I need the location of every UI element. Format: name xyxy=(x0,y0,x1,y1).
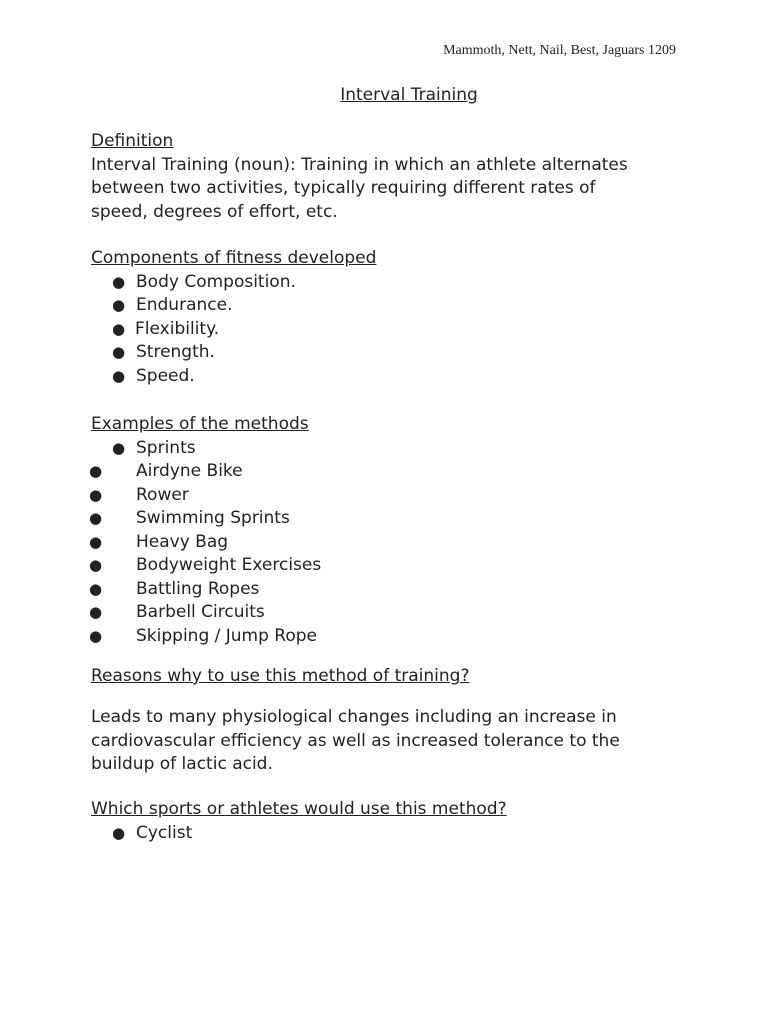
bullet-icon: ● xyxy=(89,579,103,598)
definition-heading: Definition xyxy=(91,131,174,151)
definition-line: between two activities, typically requiring different rates of xyxy=(91,178,596,198)
list-item-text: Cyclist xyxy=(136,822,193,843)
list-item xyxy=(91,460,691,484)
bullet-icon: ● xyxy=(112,366,126,385)
list-item-text: Endurance. xyxy=(136,295,233,315)
list-item xyxy=(91,531,691,555)
list-item xyxy=(91,271,691,295)
sports-heading: Which sports or athletes would use this method? xyxy=(91,799,507,819)
bullet-icon: ● xyxy=(112,823,126,842)
reasons-line: cardiovascular efficiency as well as increased tolerance to the xyxy=(91,730,620,751)
bullet-icon: ● xyxy=(112,296,126,314)
reasons-line: buildup of lactic acid. xyxy=(91,754,273,774)
sports-list xyxy=(91,822,691,846)
bullet-icon: ● xyxy=(112,343,126,361)
examples-list xyxy=(91,437,691,649)
document-title: Interval Training xyxy=(340,85,478,105)
list-item-text: Swimming Sprints xyxy=(136,508,290,528)
bullet-icon: ● xyxy=(112,319,126,338)
list-item-text: Body Composition. xyxy=(136,271,296,292)
components-heading: Components of fitness developed xyxy=(91,248,377,268)
bullet-icon: ● xyxy=(89,509,103,527)
list-item xyxy=(91,318,691,342)
bullet-icon: ● xyxy=(89,603,103,621)
sports-section xyxy=(91,798,691,845)
reasons-section xyxy=(91,665,691,689)
bullet-icon: ● xyxy=(89,532,103,551)
components-section xyxy=(91,247,691,388)
list-item xyxy=(91,484,691,508)
list-item xyxy=(91,507,691,531)
list-item xyxy=(91,822,691,846)
definition-line: Interval Training (noun): Training in which an athlete alternates xyxy=(91,154,628,175)
list-item xyxy=(91,294,691,318)
list-item xyxy=(91,341,691,365)
list-item-text: Rower xyxy=(136,484,189,505)
list-item xyxy=(91,625,691,649)
list-item-text: Heavy Bag xyxy=(136,531,229,552)
list-item xyxy=(91,554,691,578)
reasons-line: Leads to many physiological changes including an increase in xyxy=(91,707,617,727)
list-item-text: Sprints xyxy=(136,437,196,458)
list-item xyxy=(91,578,691,602)
bullet-icon: ● xyxy=(89,556,103,574)
list-item-text: Bodyweight Exercises xyxy=(136,555,322,575)
list-item-text: Barbell Circuits xyxy=(136,602,265,622)
bullet-icon: ● xyxy=(89,485,103,504)
reasons-heading: Reasons why to use this method of training? xyxy=(91,666,470,686)
list-item xyxy=(91,365,691,389)
list-item-text: Strength. xyxy=(136,342,215,362)
reasons-body xyxy=(91,706,691,777)
bullet-icon: ● xyxy=(112,272,126,291)
definition-line: speed, degrees of effort, etc. xyxy=(91,201,338,222)
bullet-icon: ● xyxy=(112,438,126,457)
list-item-text: Skipping / Jump Rope xyxy=(136,625,318,646)
list-item xyxy=(91,601,691,625)
list-item xyxy=(91,437,691,461)
definition-section xyxy=(91,130,691,224)
list-item-text: Airdyne Bike xyxy=(136,461,243,481)
components-list xyxy=(91,271,691,389)
list-item-text: Battling Ropes xyxy=(136,578,260,599)
list-item-text: Speed. xyxy=(136,365,195,386)
list-item-text: Flexibility. xyxy=(135,318,220,339)
bullet-icon: ● xyxy=(89,462,103,480)
header-authors: Mammoth, Nett, Nail, Best, Jaguars 1209 xyxy=(443,43,676,58)
examples-heading: Examples of the methods xyxy=(91,414,309,434)
examples-section xyxy=(91,413,691,648)
bullet-icon: ● xyxy=(89,626,103,645)
